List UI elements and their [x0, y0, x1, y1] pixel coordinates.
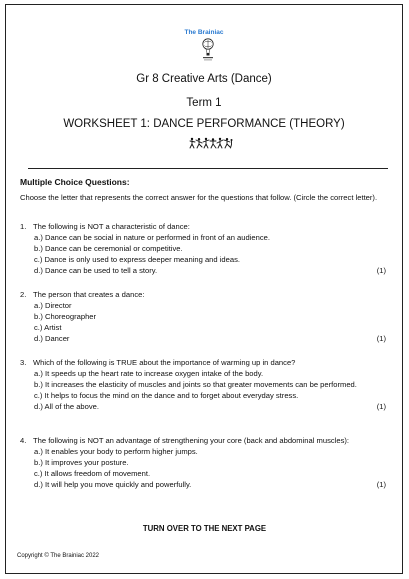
option-a[interactable]: [20, 300, 386, 311]
dancers-icon: [189, 137, 233, 149]
option-d[interactable]: [20, 333, 386, 344]
subject-title: Gr 8 Creative Arts (Dance): [136, 73, 272, 85]
marks-label: (1): [376, 334, 386, 343]
option-a[interactable]: [20, 446, 386, 457]
question-number: 4.: [20, 436, 27, 445]
option-a[interactable]: [20, 232, 386, 243]
question-text: The following is NOT a characteristic of dance:: [33, 222, 190, 231]
section-title: Multiple Choice Questions:: [20, 177, 130, 187]
option-a-text: a.) Director: [34, 301, 72, 310]
option-b[interactable]: [20, 379, 386, 390]
option-d[interactable]: [20, 479, 386, 490]
turn-over-notice: TURN OVER TO THE NEXT PAGE: [142, 524, 267, 533]
option-c-text: c.) Dance is only used to express deeper meaning and ideas.: [34, 255, 240, 264]
option-d-text: d.) Dancer: [34, 334, 70, 343]
marks-label: (1): [376, 266, 386, 275]
option-b-text: b.) It improves your posture.: [34, 458, 129, 467]
option-b[interactable]: [20, 457, 386, 468]
option-a-text: a.) It speeds up the heart rate to increase oxygen intake of the body.: [34, 369, 264, 378]
question-text: The following is NOT an advantage of strengthening your core (back and abdominal muscles):: [33, 436, 350, 445]
brain-balloon-logo: [201, 38, 215, 62]
question-1: [20, 221, 386, 276]
question-4: [20, 435, 386, 490]
copyright-footer: Copyright © The Brainiac 2022: [17, 553, 100, 559]
option-b-text: b.) Dance can be ceremonial or competitive.: [34, 244, 183, 253]
option-c-text: c.) Artist: [34, 323, 62, 332]
question-number: 3.: [20, 358, 27, 367]
worksheet-title: WORKSHEET 1: DANCE PERFORMANCE (THEORY): [63, 118, 345, 130]
option-a-text: a.) It enables your body to perform higher jumps.: [34, 447, 198, 456]
question-text: Which of the following is TRUE about the importance of warming up in dance?: [33, 358, 296, 367]
question-number: 1.: [20, 222, 27, 231]
question-number: 2.: [20, 290, 27, 299]
marks-label: (1): [376, 480, 386, 489]
option-c[interactable]: [20, 254, 386, 265]
option-d-text: d.) All of the above.: [34, 402, 100, 411]
option-c[interactable]: [20, 468, 386, 479]
marks-label: (1): [376, 402, 386, 411]
question-2: [20, 289, 386, 344]
option-b-text: b.) Choreographer: [34, 312, 97, 321]
option-c-text: c.) It allows freedom of movement.: [34, 469, 151, 478]
question-3: [20, 357, 386, 412]
option-b[interactable]: [20, 311, 386, 322]
option-a-text: a.) Dance can be social in nature or performed in front of an audience.: [34, 233, 270, 242]
option-c[interactable]: [20, 390, 386, 401]
term-title: Term 1: [186, 97, 222, 109]
header-divider: [28, 168, 388, 169]
option-d[interactable]: [20, 265, 386, 276]
option-c[interactable]: [20, 322, 386, 333]
option-d-text: d.) It will help you move quickly and powerfully.: [34, 480, 192, 489]
option-b-text: b.) It increases the elasticity of muscles and joints so that greater movements can be performed.: [34, 380, 357, 389]
option-d-text: d.) Dance can be used to tell a story.: [34, 266, 158, 275]
option-d[interactable]: [20, 401, 386, 412]
option-b[interactable]: [20, 243, 386, 254]
question-text: The person that creates a dance:: [33, 290, 145, 299]
instructions-text: Choose the letter that represents the correct answer for the questions that follow. (Circle the correct letter).: [20, 193, 378, 202]
brand-name: The Brainiac: [184, 29, 224, 36]
option-a[interactable]: [20, 368, 386, 379]
option-c-text: c.) It helps to focus the mind on the dance and to forget about everyday stress.: [34, 391, 299, 400]
